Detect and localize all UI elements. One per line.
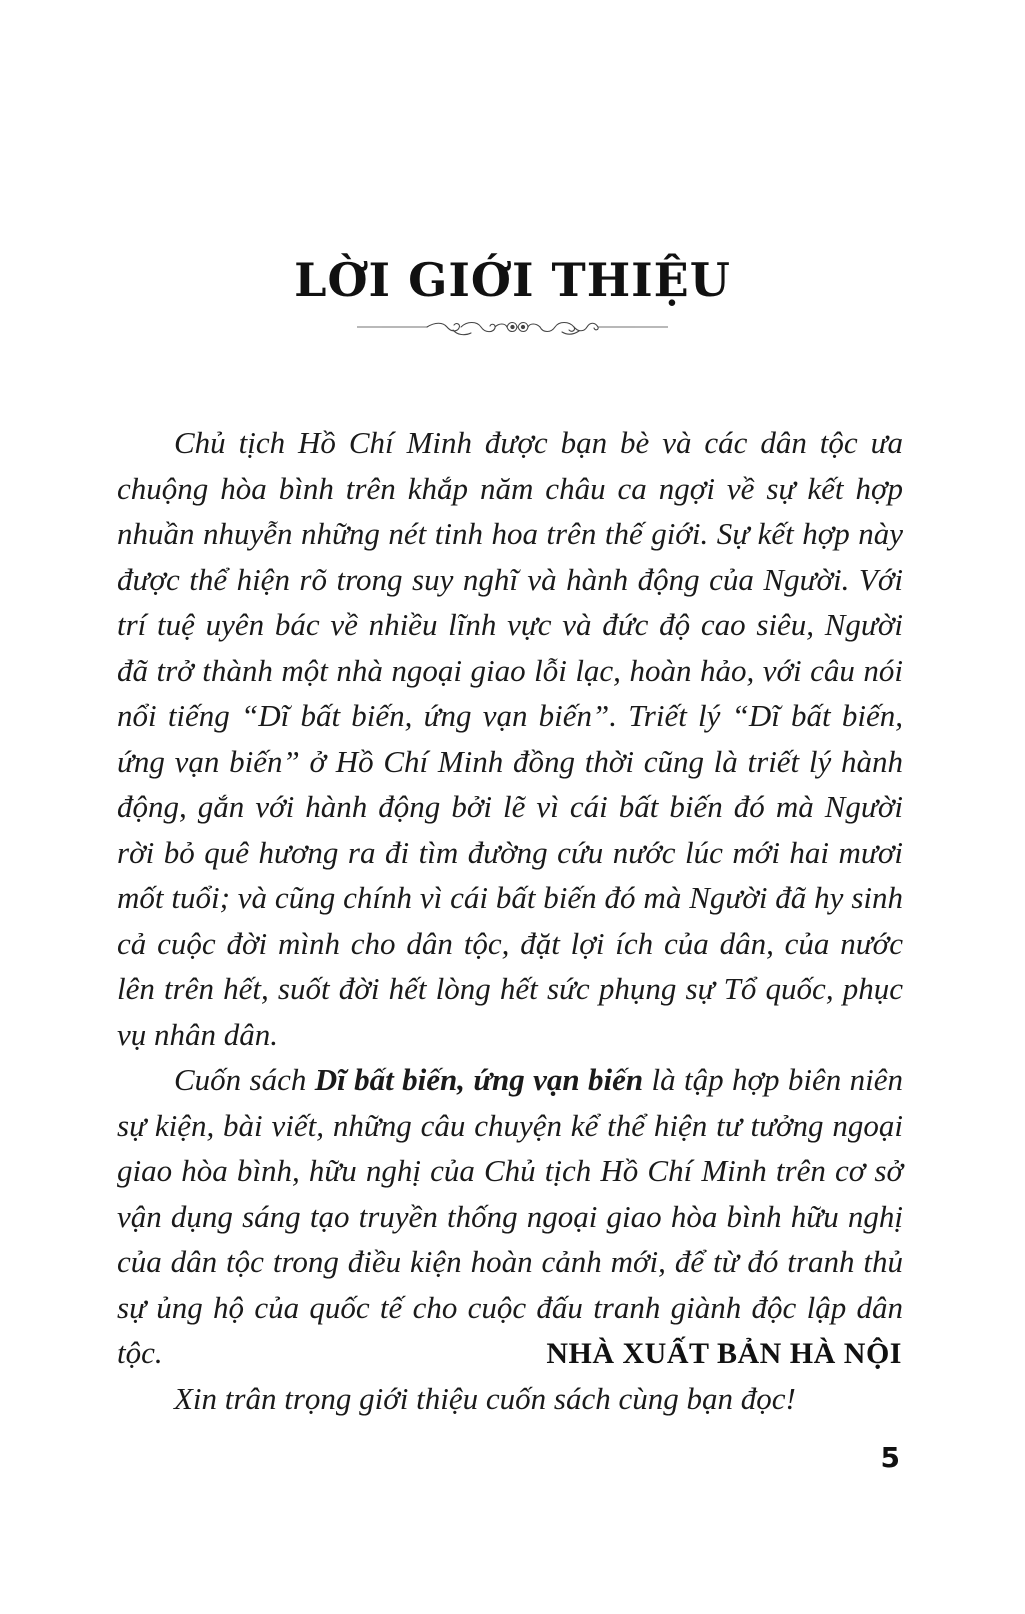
page-number: 5 bbox=[880, 1441, 900, 1474]
paragraph-rest: là tập hợp biên niên sự kiện, bài viết, những câu chuyện kể thể hiện tư tưởng ngoại giao hòa bình, hữu nghị của Chủ tịch Hồ Chí Minh trên cơ sở vận dụng sáng tạo truyền thống ngoại giao hòa bình hữu nghị của dân tộc trong điều kiện hoàn cảnh mới, để từ đó tranh thủ sự ủng hộ của quốc tế cho cuộc đấu tranh giành độc lập dân tộc. bbox=[117, 1062, 903, 1370]
paragraph-closing: Xin trân trọng giới thiệu cuốn sách cùng bạn đọc! bbox=[174, 1380, 796, 1416]
page-title: LỜI GIỚI THIỆU bbox=[294, 253, 731, 307]
paragraph-book-description bbox=[117, 1057, 903, 1376]
paragraph-intro: Chủ tịch Hồ Chí Minh được bạn bè và các dân tộc ưa chuộng hòa bình trên khắp năm châu ca ngợi về sự kết hợp nhuần nhuyễn những nét tinh hoa trên thế giới. Sự kết hợp này được thể hiện rõ trong suy nghĩ và hành động của Người. Với trí tuệ uyên bác về nhiều lĩnh vực và đức độ cao siêu, Người đã trở thành một nhà ngoại giao lỗi lạc, hoàn hảo, với câu nói nổi tiếng “Dĩ bất biến, ứng vạn biến”. Triết lý “Dĩ bất biến, ứng vạn biến” ở Hồ Chí Minh đồng thời cũng là triết lý hành động, gắn với hành động bởi lẽ vì cái bất biến đó mà Người rời bỏ quê hương ra đi tìm đường cứu nước lúc mới hai mươi mốt tuổi; và cũng chính vì cái bất biến đó mà Người đã hy sinh cả cuộc đời mình cho dân tộc, đặt lợi ích của dân, của nước lên trên hết, suốt đời hết lòng hết sức phụng sự Tổ quốc, phục vụ nhân dân. bbox=[117, 425, 903, 1052]
flourish-divider-icon bbox=[357, 318, 668, 340]
publisher-signature: NHÀ XUẤT BẢN HÀ NỘI bbox=[546, 1337, 902, 1370]
introduction-body bbox=[117, 420, 903, 1421]
paragraph-lead: Cuốn sách bbox=[174, 1062, 315, 1097]
book-title: Dĩ bất biến, ứng vạn biến bbox=[314, 1062, 644, 1097]
